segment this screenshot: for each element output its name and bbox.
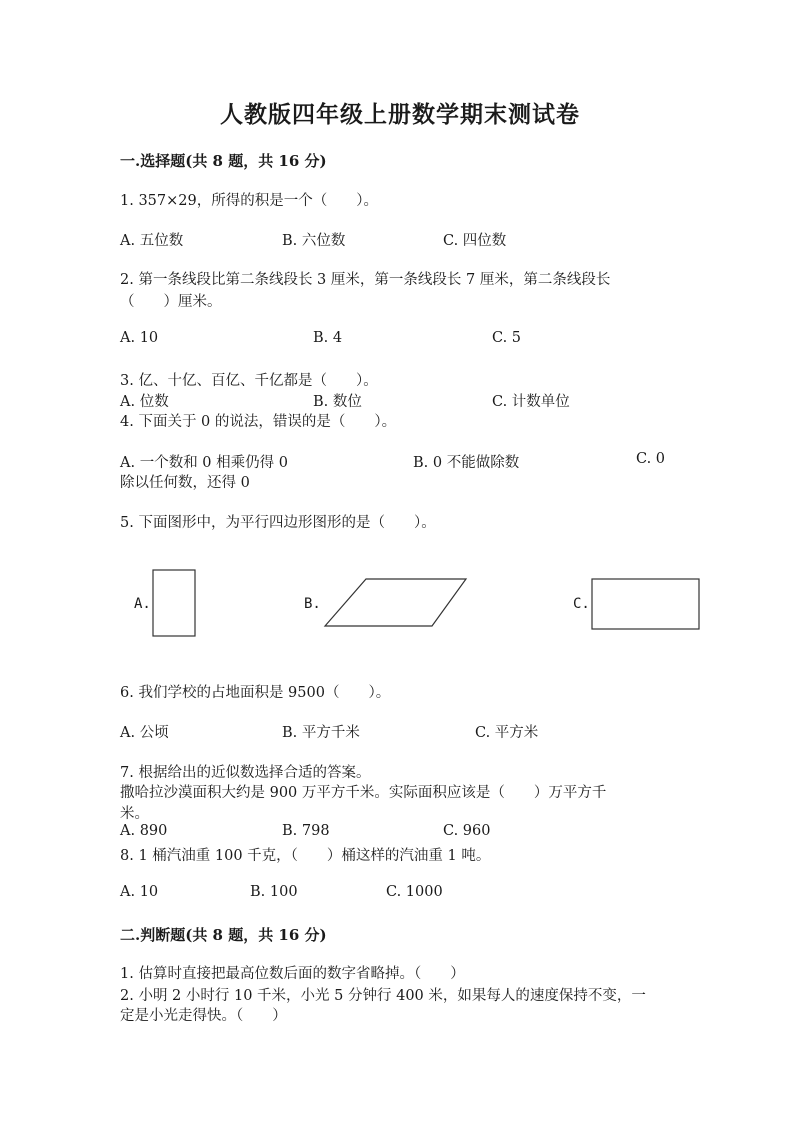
q4-option-c[interactable]: C. 0 <box>636 451 666 467</box>
q3-option-a[interactable]: A. 位数 <box>120 394 169 410</box>
question-5: 5. 下面图形中，为平行四边形图形的是（ ）。 <box>120 515 436 531</box>
judgment-question-1: 1. 估算时直接把最高位数后面的数字省略掉。（ ） <box>120 966 465 982</box>
section-heading-choice: 一.选择题(共 8 题，共 16 分) <box>120 152 327 170</box>
q7-option-a[interactable]: A. 890 <box>120 823 168 839</box>
judgment-question-2-line2: 定是小光走得快。（ ） <box>120 1008 287 1024</box>
q6-option-b[interactable]: B. 平方千米 <box>282 725 360 741</box>
question-4: 4. 下面关于 0 的说法，错误的是（ ）。 <box>120 414 397 430</box>
q1-option-b[interactable]: B. 六位数 <box>282 233 346 249</box>
q4-option-c-continued: 除以任何数，还得 0 <box>120 475 250 491</box>
q4-option-b[interactable]: B. 0 不能做除数 <box>413 455 520 471</box>
q2-option-b[interactable]: B. 4 <box>313 330 343 346</box>
q8-option-c[interactable]: C. 1000 <box>386 884 443 900</box>
page-title: 人教版四年级上册数学期末测试卷 <box>220 101 580 128</box>
figure-b-label: B. <box>304 596 321 612</box>
q4-option-a[interactable]: A. 一个数和 0 相乘仍得 0 <box>120 455 288 471</box>
q3-option-b[interactable]: B. 数位 <box>313 394 362 410</box>
figure-a-tall-rectangle[interactable] <box>150 567 200 639</box>
q8-option-b[interactable]: B. 100 <box>250 884 298 900</box>
figure-c-label: C. <box>573 596 590 612</box>
q7-option-c[interactable]: C. 960 <box>443 823 491 839</box>
figure-c-wide-rectangle[interactable] <box>589 576 703 632</box>
figure-a-label: A. <box>134 596 151 612</box>
judgment-question-2-line1: 2. 小明 2 小时行 10 千米，小光 5 分钟行 400 米，如果每人的速度保持不变，一 <box>120 988 646 1004</box>
question-6: 6. 我们学校的占地面积是 9500（ ）。 <box>120 685 391 701</box>
question-2-line1: 2. 第一条线段比第二条线段长 3 厘米，第一条线段长 7 厘米，第二条线段长 <box>120 272 611 288</box>
section-heading-judgment: 二.判断题(共 8 题，共 16 分) <box>120 926 327 944</box>
q2-option-c[interactable]: C. 5 <box>492 330 522 346</box>
q6-option-c[interactable]: C. 平方米 <box>475 725 539 741</box>
q2-option-a[interactable]: A. 10 <box>120 330 159 346</box>
q1-option-a[interactable]: A. 五位数 <box>120 233 184 249</box>
q6-option-a[interactable]: A. 公顷 <box>120 725 169 741</box>
question-8: 8. 1 桶汽油重 100 千克，（ ）桶这样的汽油重 1 吨。 <box>120 848 491 864</box>
q1-option-c[interactable]: C. 四位数 <box>443 233 507 249</box>
question-1: 1. 357×29，所得的积是一个（ ）。 <box>120 193 378 209</box>
q8-option-a[interactable]: A. 10 <box>120 884 159 900</box>
question-2-line2: （ ）厘米。 <box>120 294 222 310</box>
question-7-line2: 撒哈拉沙漠面积大约是 900 万平方千米。实际面积应该是（ ）万平方千 <box>120 785 607 801</box>
question-3: 3. 亿、十亿、百亿、千亿都是（ ）。 <box>120 373 378 389</box>
question-7-line3: 米。 <box>120 806 149 822</box>
q3-option-c[interactable]: C. 计数单位 <box>492 394 570 410</box>
figure-b-parallelogram[interactable] <box>322 576 472 630</box>
q7-option-b[interactable]: B. 798 <box>282 823 330 839</box>
question-7-line1: 7. 根据给出的近似数选择合适的答案。 <box>120 765 371 781</box>
